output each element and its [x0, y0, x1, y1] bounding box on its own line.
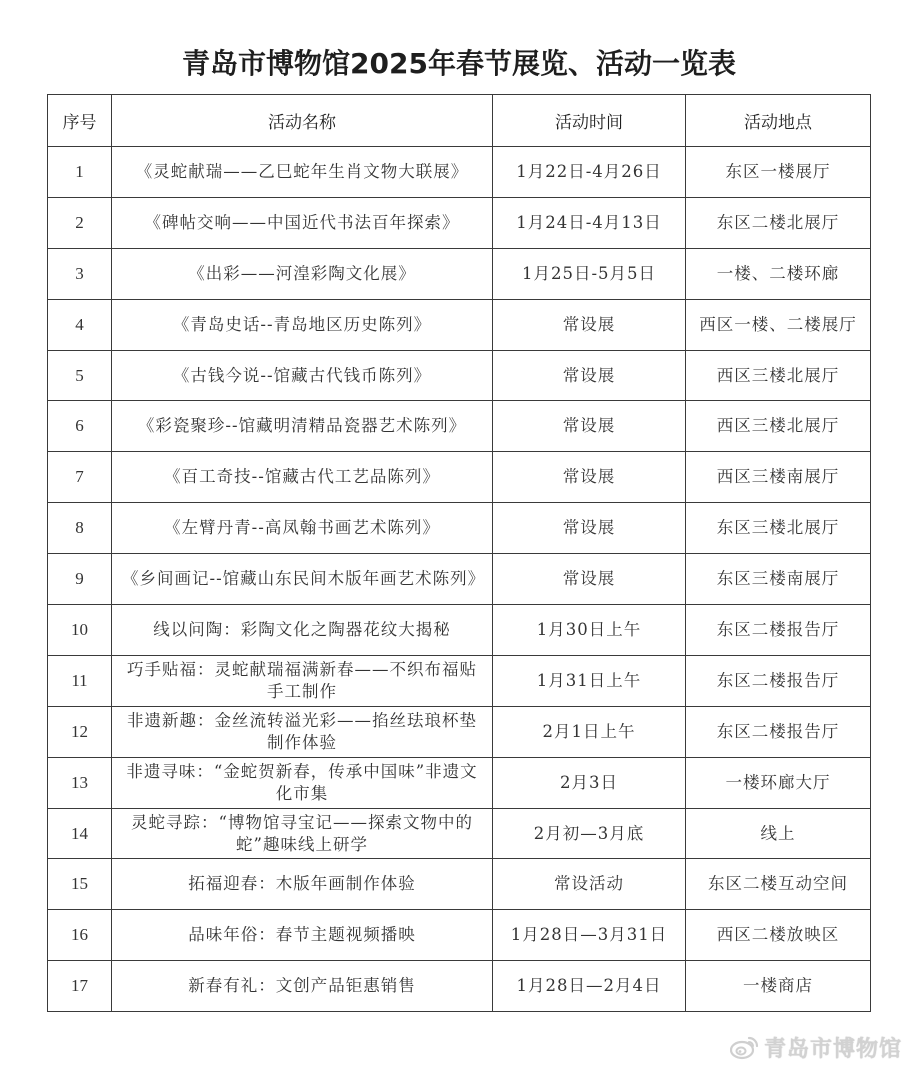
cell-location: 东区二楼报告厅	[686, 706, 871, 757]
cell-name: 《左臂丹青--高凤翰书画艺术陈列》	[112, 503, 493, 554]
cell-name: 《青岛史话--青岛地区历史陈列》	[112, 299, 493, 350]
cell-name: 非遗新趣：金丝流转溢光彩——掐丝珐琅杯垫制作体验	[112, 706, 493, 757]
cell-index: 12	[48, 706, 112, 757]
cell-location: 东区二楼北展厅	[686, 197, 871, 248]
cell-name: 线以问陶：彩陶文化之陶器花纹大揭秘	[112, 605, 493, 656]
table-row	[48, 554, 871, 605]
weibo-icon	[730, 1034, 760, 1060]
cell-time: 常设展	[493, 503, 686, 554]
cell-name: 灵蛇寻踪：“博物馆寻宝记——探索文物中的蛇”趣味线上研学	[112, 808, 493, 859]
cell-time: 常设展	[493, 350, 686, 401]
cell-name: 《碑帖交响——中国近代书法百年探索》	[112, 197, 493, 248]
cell-location: 一楼商店	[686, 961, 871, 1012]
header-location: 活动地点	[686, 95, 871, 147]
cell-location: 西区三楼南展厅	[686, 452, 871, 503]
cell-index: 8	[48, 503, 112, 554]
cell-index: 15	[48, 859, 112, 910]
cell-index: 7	[48, 452, 112, 503]
cell-index: 11	[48, 655, 112, 706]
cell-time: 常设展	[493, 554, 686, 605]
cell-location: 东区三楼南展厅	[686, 554, 871, 605]
cell-name: 《百工奇技--馆藏古代工艺品陈列》	[112, 452, 493, 503]
table-row	[48, 655, 871, 706]
weibo-watermark	[730, 1030, 902, 1064]
table-row	[48, 859, 871, 910]
table-row	[48, 401, 871, 452]
cell-name: 非遗寻味：“金蛇贺新春，传承中国味”非遗文化市集	[112, 757, 493, 808]
table-row	[48, 605, 871, 656]
header-name: 活动名称	[112, 95, 493, 147]
table-row	[48, 808, 871, 859]
cell-location: 一楼环廊大厅	[686, 757, 871, 808]
cell-location: 一楼、二楼环廊	[686, 248, 871, 299]
cell-time: 2月3日	[493, 757, 686, 808]
cell-index: 14	[48, 808, 112, 859]
cell-name: 新春有礼：文创产品钜惠销售	[112, 961, 493, 1012]
cell-name: 《灵蛇献瑞——乙巳蛇年生肖文物大联展》	[112, 147, 493, 198]
table-header	[48, 95, 871, 147]
table-row	[48, 350, 871, 401]
table-row	[48, 706, 871, 757]
cell-name: 《乡间画记--馆藏山东民间木版年画艺术陈列》	[112, 554, 493, 605]
cell-index: 4	[48, 299, 112, 350]
cell-index: 9	[48, 554, 112, 605]
cell-name: 拓福迎春：木版年画制作体验	[112, 859, 493, 910]
watermark-text: 青岛市博物馆	[764, 1036, 903, 1062]
cell-time: 1月22日-4月26日	[493, 147, 686, 198]
cell-location: 东区一楼展厅	[686, 147, 871, 198]
table-row	[48, 503, 871, 554]
cell-location: 西区一楼、二楼展厅	[686, 299, 871, 350]
cell-time: 常设展	[493, 299, 686, 350]
table-row	[48, 197, 871, 248]
table-body	[48, 147, 871, 1012]
table-row	[48, 910, 871, 961]
cell-location: 西区三楼北展厅	[686, 401, 871, 452]
activity-schedule-table	[47, 94, 871, 1012]
header-index: 序号	[48, 95, 112, 147]
table-row	[48, 248, 871, 299]
cell-name: 《彩瓷聚珍--馆藏明清精品瓷器艺术陈列》	[112, 401, 493, 452]
table-row	[48, 452, 871, 503]
cell-index: 2	[48, 197, 112, 248]
cell-time: 1月28日—3月31日	[493, 910, 686, 961]
cell-time: 1月24日-4月13日	[493, 197, 686, 248]
cell-index: 5	[48, 350, 112, 401]
cell-time: 2月1日上午	[493, 706, 686, 757]
cell-name: 《古钱今说--馆藏古代钱币陈列》	[112, 350, 493, 401]
cell-time: 常设展	[493, 401, 686, 452]
cell-location: 东区二楼互动空间	[686, 859, 871, 910]
table-row	[48, 961, 871, 1012]
cell-index: 10	[48, 605, 112, 656]
cell-location: 线上	[686, 808, 871, 859]
cell-name: 巧手贴福：灵蛇献瑞福满新春——不织布福贴手工制作	[112, 655, 493, 706]
cell-location: 东区二楼报告厅	[686, 655, 871, 706]
table-row	[48, 299, 871, 350]
cell-time: 1月28日—2月4日	[493, 961, 686, 1012]
cell-index: 17	[48, 961, 112, 1012]
table-row	[48, 147, 871, 198]
cell-index: 13	[48, 757, 112, 808]
document-title: 青岛市博物馆2025年春节展览、活动一览表	[182, 47, 736, 80]
cell-time: 常设展	[493, 452, 686, 503]
cell-index: 16	[48, 910, 112, 961]
cell-location: 东区三楼北展厅	[686, 503, 871, 554]
cell-index: 6	[48, 401, 112, 452]
header-time: 活动时间	[493, 95, 686, 147]
cell-time: 1月25日-5月5日	[493, 248, 686, 299]
cell-location: 西区三楼北展厅	[686, 350, 871, 401]
cell-location: 东区二楼报告厅	[686, 605, 871, 656]
cell-index: 1	[48, 147, 112, 198]
table-row	[48, 757, 871, 808]
cell-name: 品味年俗：春节主题视频播映	[112, 910, 493, 961]
cell-time: 常设活动	[493, 859, 686, 910]
cell-index: 3	[48, 248, 112, 299]
cell-location: 西区二楼放映区	[686, 910, 871, 961]
header-row	[48, 95, 871, 147]
cell-time: 2月初—3月底	[493, 808, 686, 859]
cell-time: 1月30日上午	[493, 605, 686, 656]
cell-name: 《出彩——河湟彩陶文化展》	[112, 248, 493, 299]
cell-time: 1月31日上午	[493, 655, 686, 706]
